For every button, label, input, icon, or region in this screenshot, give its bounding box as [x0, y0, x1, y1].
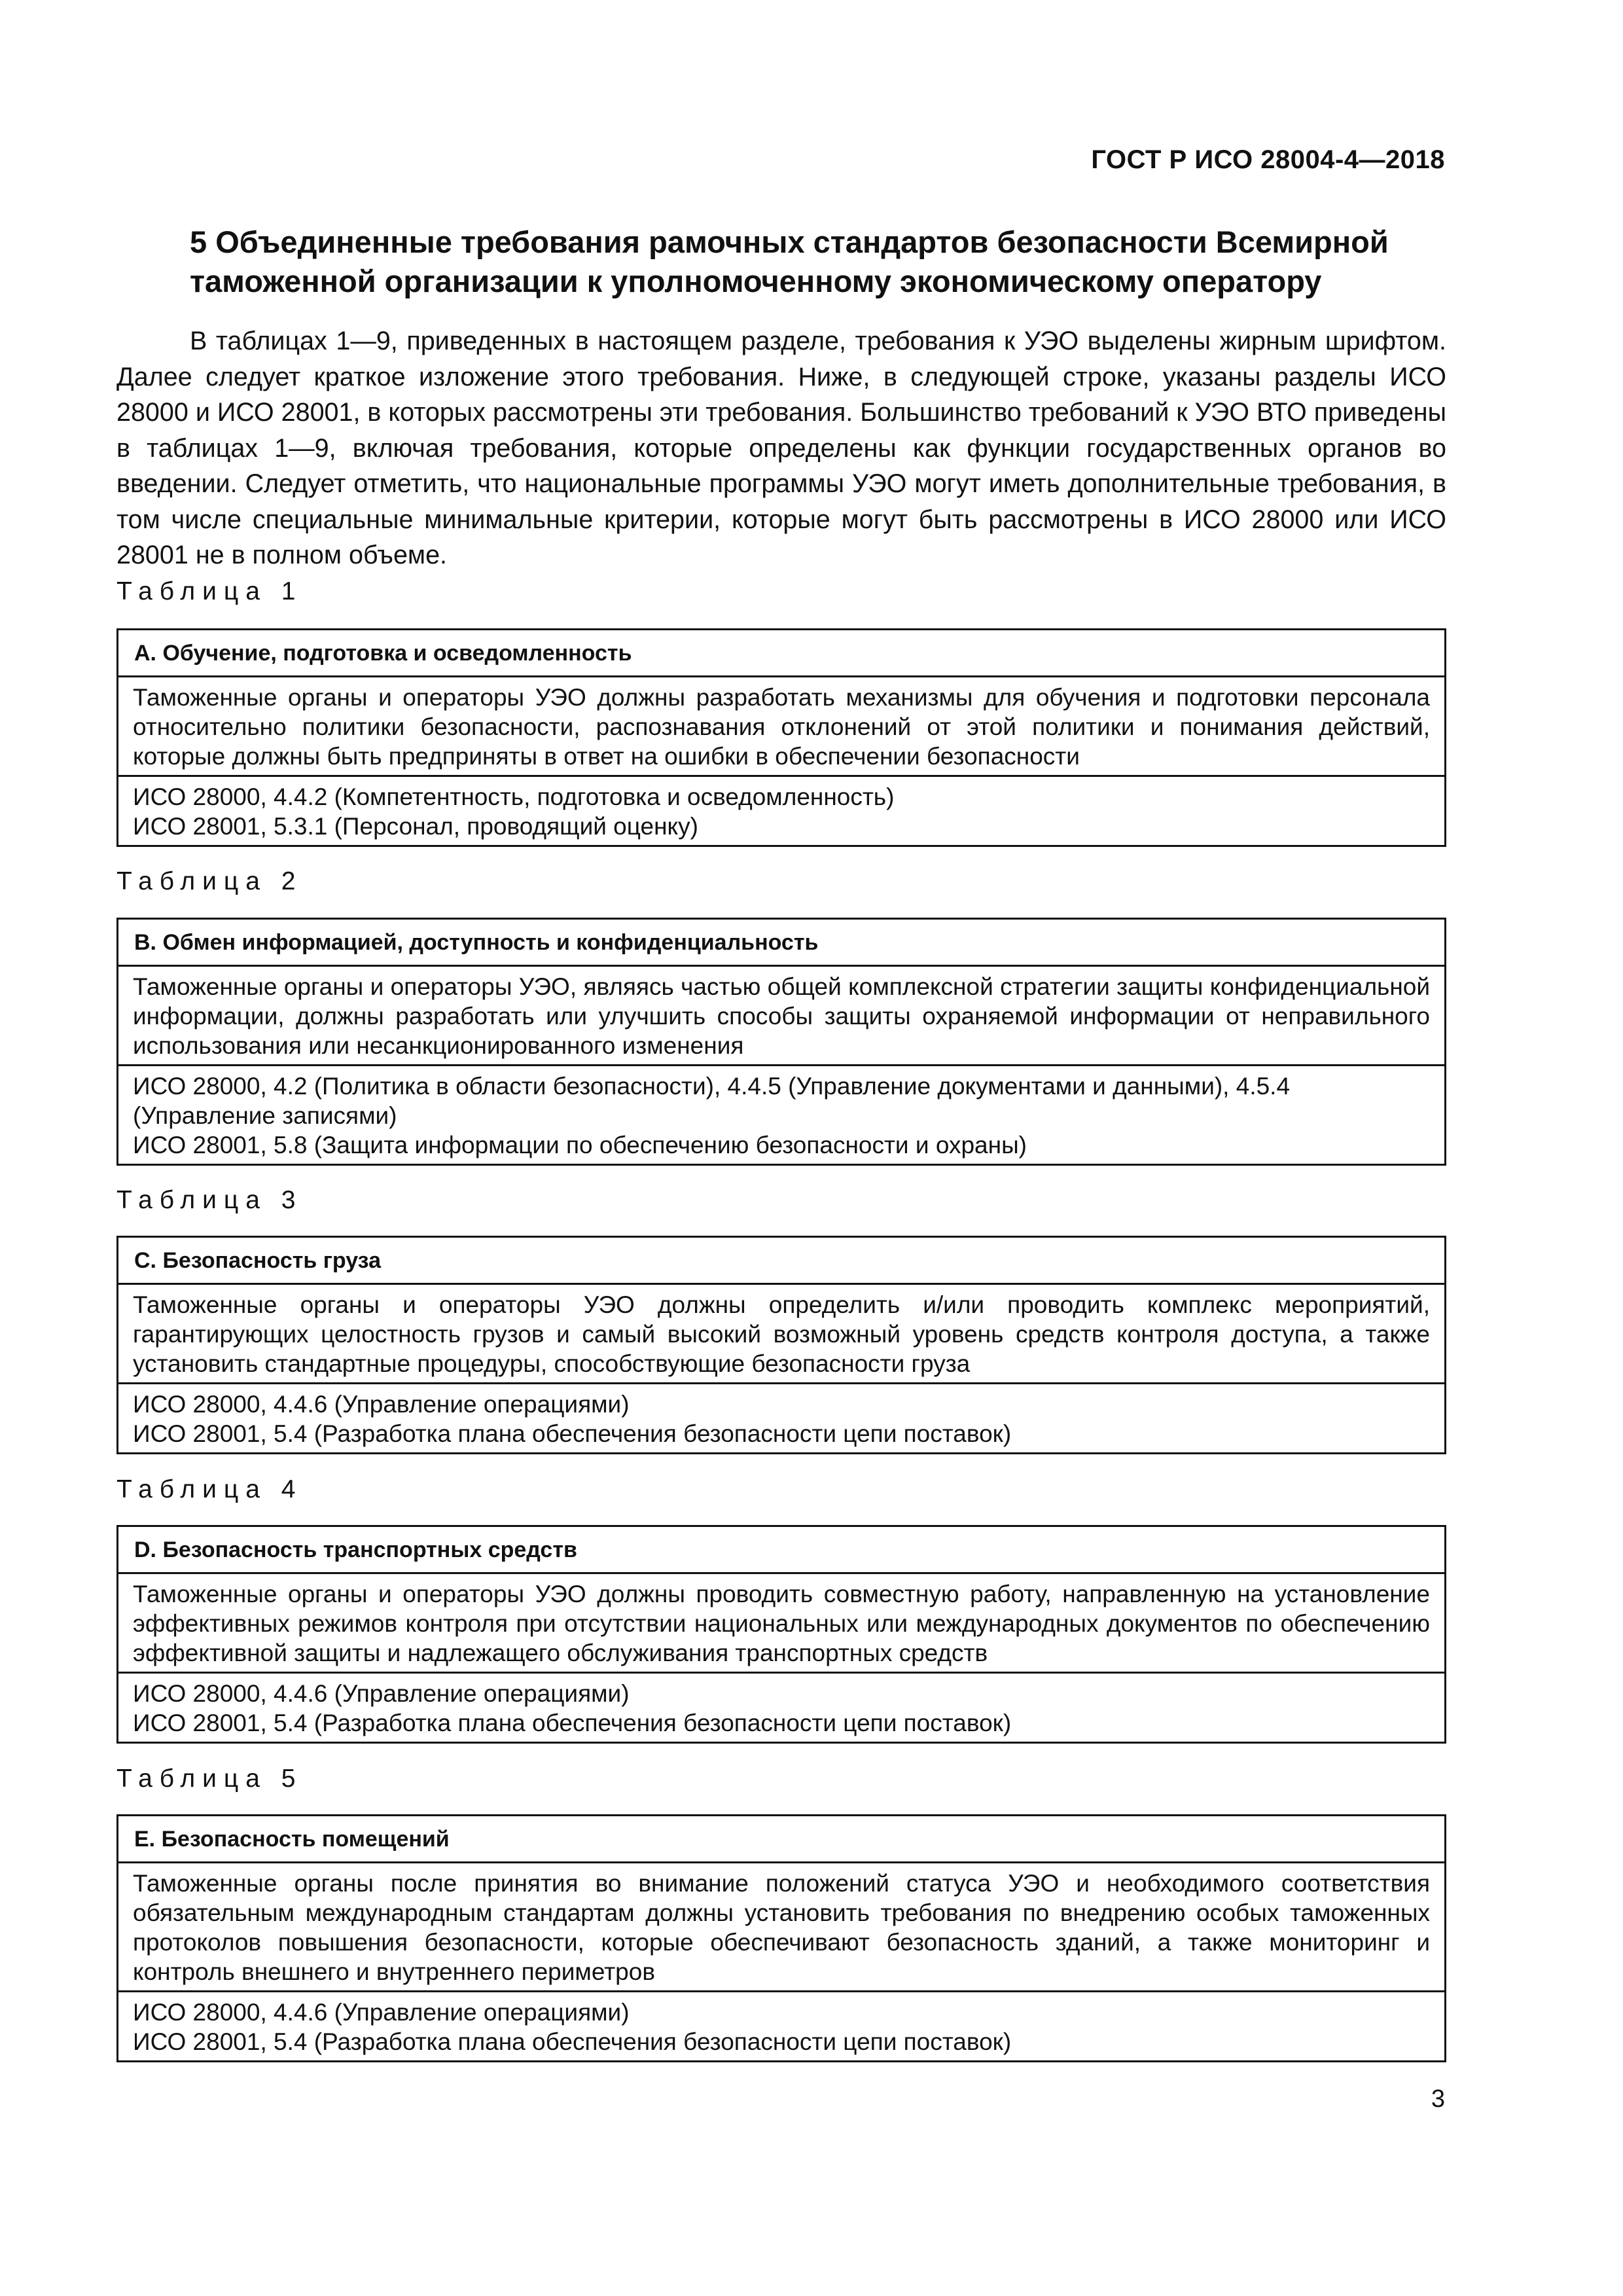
table-2 — [116, 918, 1446, 1166]
table-5-heading: E. Безопасность помещений — [118, 1816, 1444, 1863]
table-1-ref-2: ИСО 28001, 5.3.1 (Персонал, проводящий оценку) — [133, 813, 698, 840]
table-1-refs — [118, 777, 1444, 845]
table-3-ref-2: ИСО 28001, 5.4 (Разработка плана обеспечения безопасности цепи поставок) — [133, 1420, 1012, 1447]
table-2-refs — [118, 1066, 1444, 1164]
table-3-refs — [118, 1384, 1444, 1452]
table-4-ref-1: ИСО 28000, 4.4.6 (Управление операциями) — [133, 1680, 630, 1707]
table-1-requirement: Таможенные органы и операторы УЭО должны разработать механизмы для обучения и подготовки персонала относительно политики безопасности, распознавания отклонений от этой политики и понимания действий, которые должны быть предприняты в ответ на ошибки в обеспечении безопасности — [118, 677, 1444, 777]
table-5-ref-1: ИСО 28000, 4.4.6 (Управление операциями) — [133, 1999, 630, 2026]
table-5 — [116, 1814, 1446, 2062]
table-5-refs — [118, 1992, 1444, 2060]
intro-paragraph: В таблицах 1—9, приведенных в настоящем разделе, требования к УЭО выделены жирным шрифтом. Далее следует краткое изложение этого требования. Ниже, в следующей строке, указаны разделы ИСО 28000 и ИСО 28001, в которых рассмотрены эти требования. Большинство требований к УЭО ВТО приведены в таблицах 1—9, включая требования, которые определены как функции государственных органов во введении. Следует отметить, что национальные программы УЭО могут иметь дополнительные требования, в том числе специальные минимальные критерии, которые могут быть рассмотрены в ИСО 28000 или ИСО 28001 не в полном объеме. — [116, 327, 1446, 569]
table-4-requirement: Таможенные органы и операторы УЭО должны проводить совместную работу, направленную на установление эффективных режимов контроля при отсутствии национальных или международных документов по обеспечению эффективной защиты и надлежащего обслуживания транспортных средств — [118, 1574, 1444, 1674]
table-3 — [116, 1236, 1446, 1454]
table-3-requirement: Таможенные органы и операторы УЭО должны определить и/или проводить комплекс мероприятий, гарантирующих целостность грузов и самый высокий возможный уровень средств контроля доступа, а также установить стандартные процедуры, способствующие безопасности груза — [118, 1285, 1444, 1384]
table-3-heading: C. Безопасность груза — [118, 1238, 1444, 1285]
table-4-refs — [118, 1674, 1444, 1742]
page-number: 3 — [1431, 2085, 1445, 2113]
table-1-heading: A. Обучение, подготовка и осведомленность — [118, 630, 1444, 677]
table-3-label: Таблица 3 — [116, 1186, 303, 1214]
table-5-label: Таблица 5 — [116, 1765, 303, 1793]
table-4-label: Таблица 4 — [116, 1475, 303, 1503]
table-1 — [116, 628, 1446, 847]
table-5-ref-2: ИСО 28001, 5.4 (Разработка плана обеспечения безопасности цепи поставок) — [133, 2028, 1012, 2055]
table-5-requirement: Таможенные органы после принятия во внимание положений статуса УЭО и необходимого соответствия обязательным международным стандартам должны установить требования по внедрению особых таможенных протоколов повышения безопасности, которые обеспечивают безопасность зданий, а также мониторинг и контроль внешнего и внутреннего периметров — [118, 1863, 1444, 1992]
table-1-label: Таблица 1 — [116, 577, 303, 605]
table-2-ref-1: ИСО 28000, 4.2 (Политика в области безопасности), 4.4.5 (Управление документами и данными), 4.5.4 (Управление записями) — [133, 1073, 1291, 1129]
table-2-ref-2: ИСО 28001, 5.8 (Защита информации по обеспечению безопасности и охраны) — [133, 1132, 1027, 1158]
table-3-ref-1: ИСО 28000, 4.4.6 (Управление операциями) — [133, 1391, 630, 1418]
table-2-heading: B. Обмен информацией, доступность и конфиденциальность — [118, 920, 1444, 967]
table-2-label: Таблица 2 — [116, 867, 303, 895]
table-4 — [116, 1525, 1446, 1744]
section-title: 5 Объединенные требования рамочных стандартов безопасности Всемирной таможенной организации к уполномоченному экономическому оператору — [190, 224, 1389, 298]
table-4-ref-2: ИСО 28001, 5.4 (Разработка плана обеспечения безопасности цепи поставок) — [133, 1710, 1012, 1736]
table-4-heading: D. Безопасность транспортных средств — [118, 1527, 1444, 1574]
table-1-ref-1: ИСО 28000, 4.4.2 (Компетентность, подготовка и осведомленность) — [133, 783, 895, 810]
table-2-requirement: Таможенные органы и операторы УЭО, являясь частью общей комплексной стратегии защиты конфиденциальной информации, должны разработать или улучшить способы защиты охраняемой информации от неправильного использования или несанкционированного изменения — [118, 967, 1444, 1066]
document-id: ГОСТ Р ИСО 28004-4—2018 — [1091, 145, 1445, 174]
